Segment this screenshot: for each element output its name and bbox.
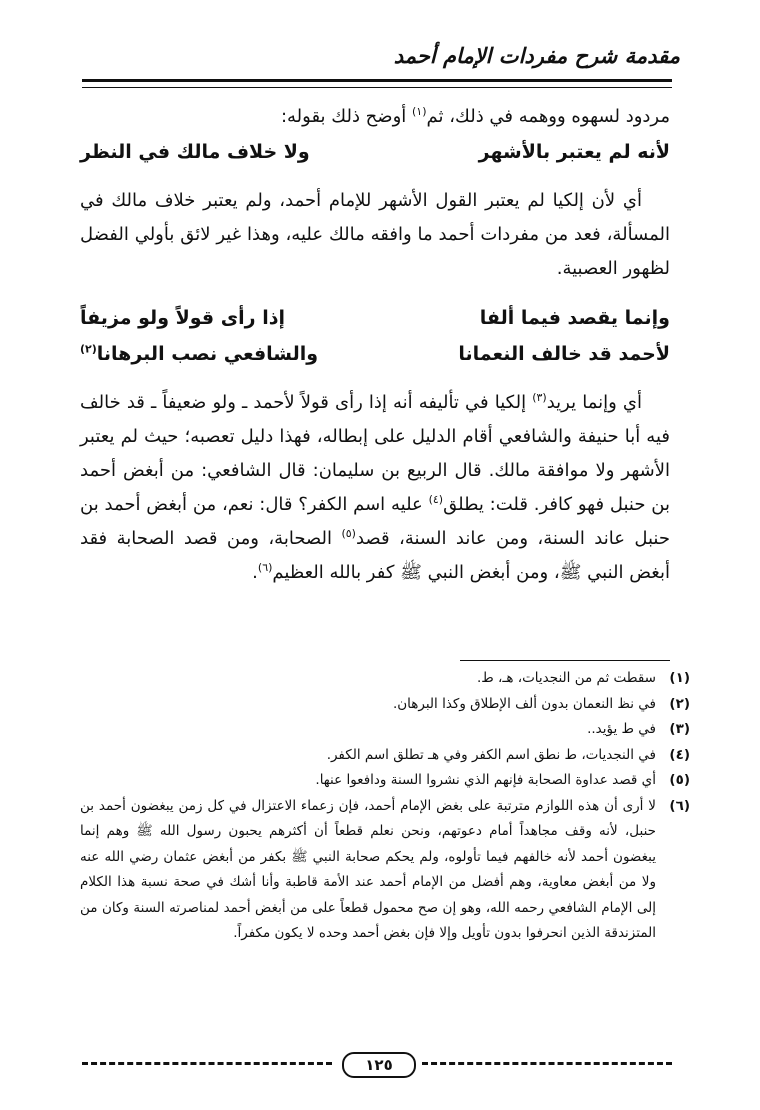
footnote-4 [80,743,690,769]
verse-3 [80,336,670,372]
verse-2 [80,300,670,336]
running-header-title: مقدمة شرح مفردات الإمام أحمد [393,44,680,68]
footnote-4-number: (٤) [669,746,690,763]
footnotes-list [80,666,690,947]
paragraph-3-part-d: الصحابة، ومن قصد الصحابة فقد أبغض النبي ﷺ، ومن أبغض النبي ﷺ كفر بالله العظيم [80,528,670,583]
verse-3-right-hemistich: لأحمد قد خالف النعمانا [458,343,670,365]
page-number: ١٢٥ [342,1052,416,1078]
footnote-3-text: في ط يؤيد.. [587,721,656,737]
verse-1-left-hemistich: ولا خلاف مالك في النظر [80,141,310,163]
verse-3-left-hemistich: والشافعي نصب البرهانا [96,343,319,365]
footnote-ref-2: (٢) [80,342,97,356]
verse-2-left-hemistich: إذا رأى قولاً ولو مزيفاً [80,307,285,329]
paragraph-3 [80,386,670,590]
footnote-5-text: أي قصد عداوة الصحابة فإنهم الذي نشروا السنة ودافعوا عنها. [315,772,656,788]
footnote-2-text: في نظ النعمان بدون ألف الإطلاق وكذا البرهان. [392,695,656,712]
footnote-separator [460,660,670,661]
header-rule [82,79,672,88]
page-footer [82,1052,672,1076]
paragraph-3-end: . [252,562,258,583]
verse-2-right-hemistich: وإنما يقصد فيما ألفا [479,307,670,329]
footnote-6-text: لا أرى أن هذه اللوازم مترتبة على بغض الإمام أحمد، فإن زعماء الاعتزال في كل زمن يبغضون أحمد بن حنبل، لأنه وقف مجاهداً أمام دعوتهم، ونحن نعلم قطعاً أن أكثرهم يحبون رسول الله ﷺ وهم إنما يبغضون أحمد لأنه خالفهم فيما تأولوه، ولم يحكم صحابة النبي ﷺ بكفر من أبغض عثمان رضي الله عنه ولا من أبغض معاوية، وهم أفضل من الإمام أحمد عند الأمة قاطبة وأنا أشك في صحة نسبة هذا الكلام إلى الإمام الشافعي رحمه الله، وهو إن صح محمول قطعاً على من أبغض أحمد لمناصرته السنة وكان من المتزندقة الذين انحرفوا بدون تأويل وإلا فإن بغض أحمد وحده لا يكون مكفراً. [80,797,656,941]
paragraph-1-end: أوضح ذلك بقوله: [280,106,412,127]
footnote-1-text: سقطت ثم من النجديات، هـ، ط. [476,670,656,686]
footnote-ref-6: (٦) [257,561,273,574]
verse-1 [80,134,670,170]
footnote-3-number: (٣) [669,721,690,737]
footnote-ref-3: (٣) [532,391,547,404]
paragraph-1-text: مردود لسهوه ووهمه في ذلك، ثم [426,106,670,127]
footnote-3 [80,717,690,743]
footnote-1 [80,666,690,692]
footnote-ref-4: (٤) [428,493,444,506]
footnote-4-text: في النجديات، ط نطق اسم الكفر وفي هـ تطلق اسم الكفر. [326,746,656,763]
paragraph-3-part-a: أي وإنما يريد [546,392,643,413]
main-text [80,100,670,590]
footnote-2-number: (٢) [669,695,690,712]
footnote-6 [80,794,690,947]
verse-3-left-wrap [80,336,318,372]
footnote-ref-1: (١) [412,105,427,118]
footnote-5 [80,768,690,794]
paragraph-2: أي لأن إلكيا لم يعتبر القول الأشهر للإمام أحمد، ولم يعتبر خلاف مالك في المسألة، فعد من مفردات أحمد ما وافقه مالك عليه، وهذا غير لائق بأولي الفضل لظهور العصبية. [80,190,670,279]
footnote-6-number: (٦) [669,797,690,814]
footer-dash-right [422,1062,672,1065]
verse-1-right-hemistich: لأنه لم يعتبر بالأشهر [478,141,670,163]
paragraph-3-part-b: إلكيا في تأليفه أنه إذا رأى قولاً لأحمد ـ ولو ضعيفاً ـ قد خالف فيه أبا حنيفة والشافعي أقام الدليل على إبطاله، فهذا دليل تعصبه؛ حيث لم يعتبر الأشهر ولا موافقة مالك. قال الربيع بن سليمان: قال الشافعي: من أبغض أحمد بن حنبل فهو كافر. قلت: يطلق [80,392,670,515]
footnote-5-number: (٥) [669,772,690,788]
paragraph-1 [80,100,670,134]
footer-dash-left [82,1062,332,1065]
footnote-ref-5: (٥) [341,527,356,540]
footnote-1-number: (١) [669,670,690,686]
footnote-2 [80,692,690,718]
paragraph-3-part-c: عليه اسم الكفر؟ قال: نعم، من أبغض أحمد بن حنبل عاند السنة، ومن عاند السنة، قصد [80,494,670,549]
